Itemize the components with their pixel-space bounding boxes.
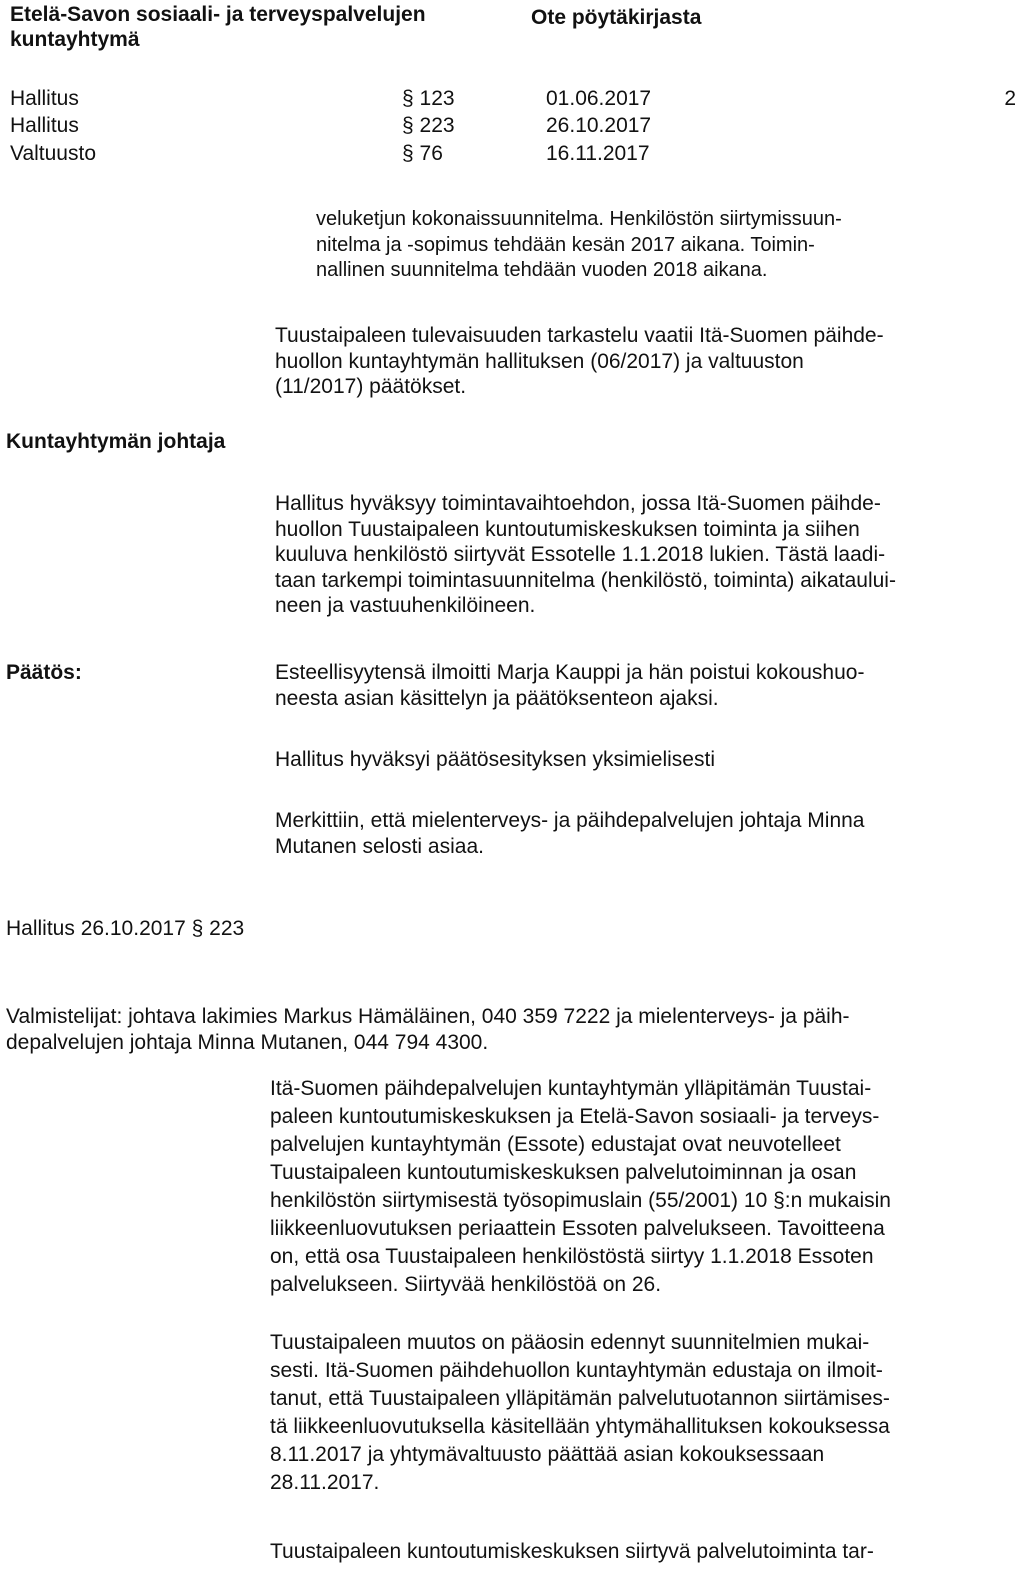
paragraph-future-review: Tuustaipaleen tulevaisuuden tarkastelu vaatii Itä-Suomen päihde- huollon kuntayhtymän hallituksen (06/2017) ja valtuuston (11/2017) päätökset. bbox=[275, 324, 884, 398]
paragraph-disqualification: Esteellisyytensä ilmoitti Marja Kauppi ja hän poistui kokoushuo- neesta asian käsittelyn ja päätöksenteon ajaksi. bbox=[275, 661, 865, 710]
preparers: Valmistelijat: johtava lakimies Markus Hämäläinen, 040 359 7222 ja mielenterveys- ja päih- depalvelujen johtaja Minna Mutanen, 044 794 4300. bbox=[6, 1005, 850, 1054]
organization-name-line1: Etelä-Savon sosiaali- ja terveyspalvelujen bbox=[10, 3, 426, 26]
paragraph-plan-continuation: veluketjun kokonaissuunnitelma. Henkilöstön siirtymissuun- nitelma ja -sopimus tehdään kesän 2017 aikana. Toimin- nallinen suunnitelma tehdään vuoden 2018 aikana. bbox=[316, 208, 842, 281]
section-heading: Hallitus 26.10.2017 § 223 bbox=[6, 917, 245, 940]
meeting-body-3: Valtuusto bbox=[10, 142, 96, 165]
document-type: Ote pöytäkirjasta bbox=[531, 6, 702, 29]
meeting-section-1: § 123 bbox=[402, 87, 455, 110]
paragraph-progress: Tuustaipaleen muutos on pääosin edennyt suunnitelmien mukai- sesti. Itä-Suomen päihdehuollon kuntayhtymän edustaja on ilmoit- tanut, että Tuustaipaleen ylläpitämän palvelutuotannon siirtämises- tä liikkeenluovutuksella käsitellään yhtymähallituksen kokouksessa 8.11.2017 ja yhtymävaltuusto päättää asian kokouksessaan 28.11.2017. bbox=[270, 1331, 890, 1494]
meeting-date-1: 01.06.2017 bbox=[546, 87, 652, 110]
meeting-section-2: § 223 bbox=[402, 114, 455, 137]
meeting-date-3: 16.11.2017 bbox=[546, 142, 650, 165]
meeting-section-3: § 76 bbox=[402, 142, 443, 165]
meeting-body-2: Hallitus bbox=[10, 114, 79, 137]
proposer-label: Kuntayhtymän johtaja bbox=[6, 430, 226, 453]
paragraph-presented: Merkittiin, että mielenterveys- ja päihdepalvelujen johtaja Minna Mutanen selosti asiaa. bbox=[275, 809, 865, 858]
paragraph-proposal: Hallitus hyväksyy toimintavaihtoehdon, jossa Itä-Suomen päihde- huollon Tuustaipaleen kuntoutumiskeskuksen toiminta ja siihen kuuluva henkilöstö siirtyvät Essotelle 1.1.2018 lukien. Tästä laadi- taan tarkempi toimintasuunnitelma (henkilöstö, toiminta) aikataului- neen ja vastuuhenkilöineen. bbox=[275, 492, 896, 617]
paragraph-approved: Hallitus hyväksyi päätösesityksen yksimielisesti bbox=[275, 748, 715, 771]
paragraph-negotiations: Itä-Suomen päihdepalvelujen kuntayhtymän ylläpitämän Tuustai- paleen kuntoutumiskeskuksen ja Etelä-Savon sosiaali- ja terveys- palvelujen kuntayhtymän (Essote) edustajat ovat neuvotelleet Tuustaipaleen kuntoutumiskeskuksen palvelutoiminnan ja osan henkilöstön siirtymisestä työsopimuslain (55/2001) 10 §:n mukaisin liikkeenluovutuksen periaattein Essoten palvelukseen. Tavoitteena on, että osa Tuustaipaleen henkilöstöstä siirtyy 1.1.2018 Essoten palvelukseen. Siirtyvää henkilöstöä on 26. bbox=[270, 1077, 891, 1296]
organization-name bbox=[10, 2, 426, 52]
page-number: 2 bbox=[1004, 87, 1016, 110]
paragraph-transfer: Tuustaipaleen kuntoutumiskeskuksen siirtyvä palvelutoiminta tar- bbox=[270, 1540, 874, 1563]
organization-name-line2: kuntayhtymä bbox=[10, 28, 140, 51]
meeting-date-2: 26.10.2017 bbox=[546, 114, 652, 137]
decision-label: Päätös: bbox=[6, 661, 82, 684]
meeting-body-1: Hallitus bbox=[10, 87, 79, 110]
